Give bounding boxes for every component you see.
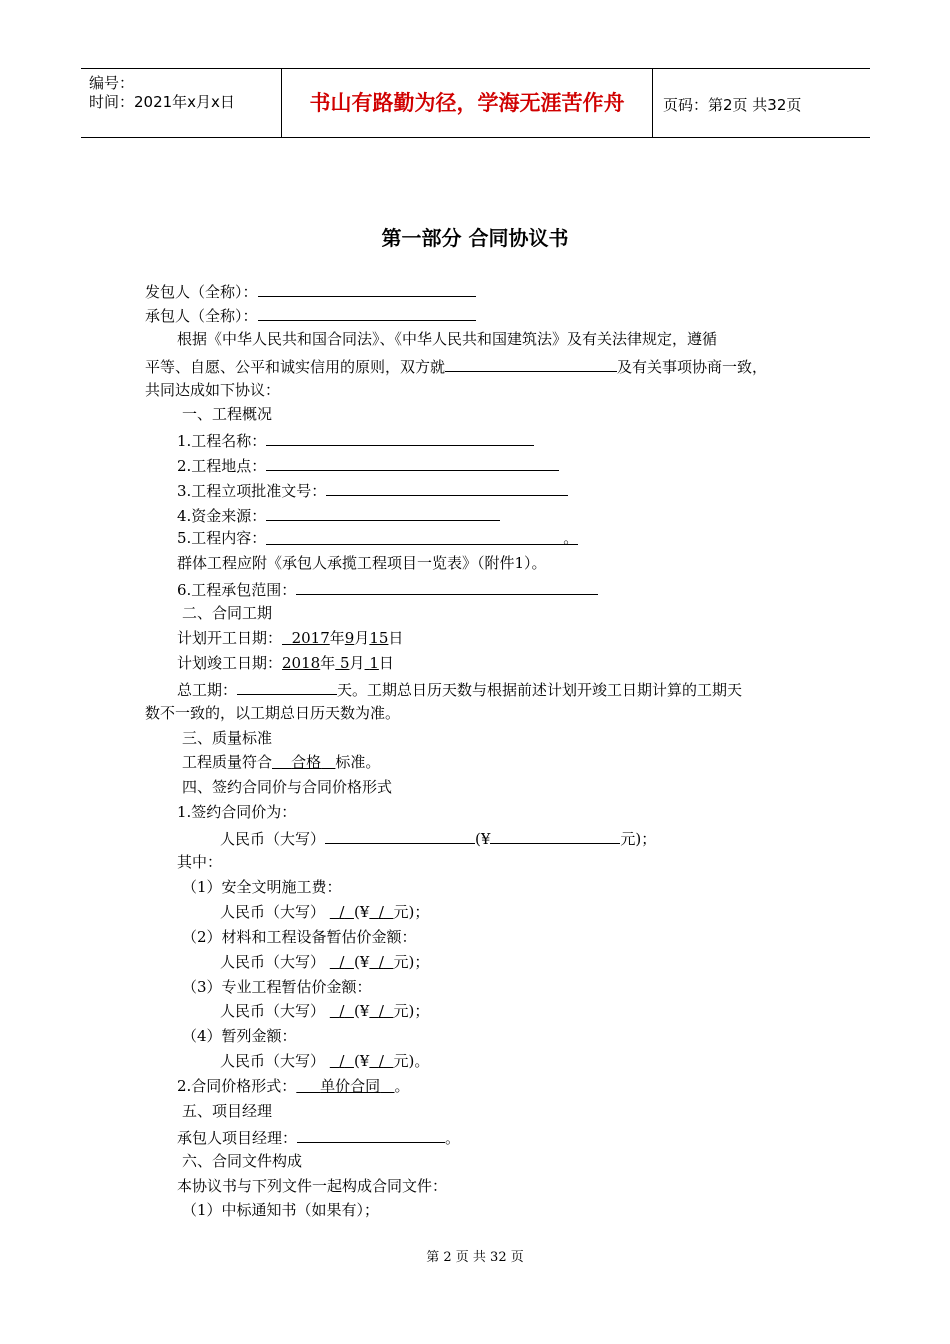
- blank-field[interactable]: [490, 827, 620, 844]
- section-heading: 五、项目经理: [182, 1102, 273, 1120]
- fee-item-4-amount: 人民币（大写） / (¥ / 元)。: [220, 1052, 430, 1070]
- fee-item-2-amount: 人民币（大写） / (¥ / 元)；: [220, 953, 430, 971]
- fee-item-1: （1）安全文明施工费：: [182, 878, 342, 896]
- start-date-line: 计划开工日期： 2017年9月15日: [177, 629, 404, 647]
- project-manager-line: 承包人项目经理： 。: [177, 1126, 460, 1148]
- intro-line-1: 根据《中华人民共和国合同法》、《中华人民共和国建筑法》及有关法律规定，遵循: [177, 330, 718, 348]
- blank-field[interactable]: [237, 678, 337, 695]
- project-location-line: 2.工程地点：: [177, 454, 559, 476]
- price-rmb-line: 人民币（大写） (¥ 元)；: [220, 827, 656, 849]
- page-header: [81, 68, 870, 138]
- fee-item-2: （2）材料和工程设备暂估价金额：: [182, 928, 417, 946]
- blank-field[interactable]: 。: [266, 528, 578, 545]
- end-date-line: 计划竣工日期：2018年 5月 1日: [177, 654, 394, 672]
- among-line: 其中：: [177, 853, 223, 871]
- blank-field[interactable]: [258, 304, 476, 321]
- group-project-line: 群体工程应附《承包人承揽工程项目一览表》（附件1）。: [177, 554, 547, 572]
- blank-field[interactable]: [445, 355, 617, 372]
- funding-source-line: 4.资金来源：: [177, 504, 500, 526]
- section-heading: 四、签约合同价与合同价格形式: [182, 778, 393, 796]
- fee-item-1-amount: 人民币（大写） / (¥ / 元)；: [220, 903, 430, 921]
- header-page-info: 页码：第2页 共32页: [663, 96, 802, 114]
- total-period-line-2: 数不一致的，以工期总日历天数为准。: [145, 704, 401, 722]
- blank-field[interactable]: [325, 827, 475, 844]
- quality-line: 工程质量符合 合格 标准。: [182, 753, 381, 771]
- intro-line-3: 共同达成如下协议：: [145, 381, 281, 399]
- blank-field[interactable]: [258, 280, 476, 297]
- fee-item-3-amount: 人民币（大写） / (¥ / 元)；: [220, 1002, 430, 1020]
- blank-field[interactable]: [297, 1126, 445, 1143]
- total-period-line: 总工期： 天。工期总日历天数与根据前述计划开竣工日期计算的工期天: [177, 678, 742, 700]
- section-heading: 三、质量标准: [182, 729, 273, 747]
- fee-item-3: （3）专业工程暂估价金额：: [182, 978, 372, 996]
- header-meta-cell: [81, 69, 282, 137]
- approval-number-line: 3.工程立项批准文号：: [177, 479, 568, 501]
- contract-price-line: 1.签约合同价为：: [177, 803, 297, 821]
- section-heading: 一、工程概况: [182, 405, 273, 423]
- contract-doc-1: （1）中标通知书（如果有）；: [182, 1201, 380, 1219]
- blank-field[interactable]: [326, 479, 568, 496]
- page-title: 第一部分 合同协议书: [381, 226, 569, 250]
- date-label: 时间：2021年x月x日: [89, 93, 235, 111]
- employer-line: 发包人（全称）：: [145, 280, 476, 302]
- project-name-line: 1.工程名称：: [177, 429, 534, 451]
- section-heading: 六、合同文件构成: [182, 1152, 303, 1170]
- serial-label: 编号：: [89, 74, 135, 92]
- contractor-line: 承包人（全称）：: [145, 304, 476, 326]
- fee-item-4: （4）暂列金额：: [182, 1027, 297, 1045]
- intro-line-2: 平等、自愿、公平和诚实信用的原则，双方就 及有关事项协商一致，: [145, 355, 767, 377]
- blank-field[interactable]: [266, 429, 534, 446]
- price-form-line: 2.合同价格形式： 单价合同 。: [177, 1077, 410, 1095]
- blank-field[interactable]: [266, 504, 500, 521]
- project-content-line: 5.工程内容： 。: [177, 529, 579, 547]
- header-motto: 书山有路勤为径，学海无涯苦作舟: [282, 69, 653, 137]
- section-heading: 二、合同工期: [182, 604, 273, 622]
- scope-line: 6.工程承包范围：: [177, 578, 598, 600]
- page-footer: 第 2 页 共 32 页: [426, 1250, 524, 1265]
- blank-field[interactable]: [296, 578, 598, 595]
- blank-field[interactable]: [266, 454, 559, 471]
- contract-docs-intro: 本协议书与下列文件一起构成合同文件：: [177, 1177, 448, 1195]
